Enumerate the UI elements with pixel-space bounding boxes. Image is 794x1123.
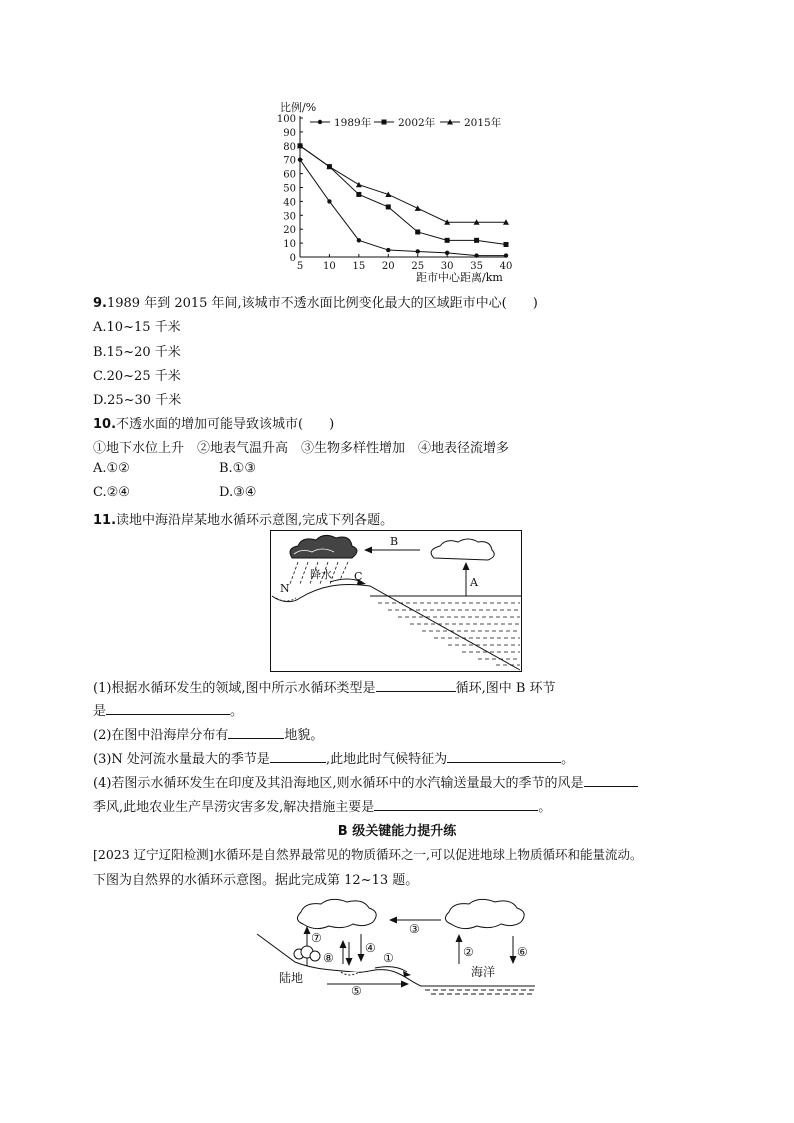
question-10-items: ①地下水位上升 ②地表气温升高 ③生物多样性增加 ④地表径流增多 — [93, 441, 510, 456]
legend-label: 2002年 — [398, 117, 436, 129]
label-5: ⑤ — [351, 984, 362, 998]
coastal-water-cycle-diagram — [270, 530, 522, 672]
q11-part-1-text-c: 是 — [93, 704, 107, 719]
rain-cloud — [290, 535, 357, 558]
y-tick-label: 90 — [283, 127, 296, 139]
ocean-cloud — [445, 899, 524, 928]
label-3: ③ — [409, 922, 420, 936]
arrow-a — [463, 562, 470, 596]
q11-blank-2[interactable] — [106, 702, 230, 715]
data-point — [386, 248, 390, 252]
q10-option-c[interactable]: C.②④ — [93, 485, 130, 500]
evaporation-cloud — [431, 539, 494, 560]
label-b: B — [390, 535, 399, 548]
q11-blank-7[interactable] — [374, 798, 538, 811]
y-tick-label: 80 — [283, 141, 296, 153]
label-land: 陆地 — [279, 971, 304, 985]
label-8: ⑧ — [323, 951, 334, 965]
q10-option-b[interactable]: B.①③ — [219, 461, 256, 476]
data-point — [298, 158, 302, 162]
data-point — [445, 251, 449, 255]
chart-series — [297, 143, 509, 258]
q9-option-b[interactable]: B.15~20 千米 — [93, 345, 181, 360]
data-point — [445, 238, 450, 243]
label-c: C — [354, 570, 363, 583]
data-point — [357, 238, 361, 242]
x-tick-label: 15 — [352, 261, 366, 272]
question-9 — [93, 292, 538, 311]
q11-part-1-text-d: 。 — [230, 704, 244, 719]
land-cloud — [297, 899, 376, 928]
data-point — [416, 249, 420, 253]
section-b-title: B 级关键能力提升练 — [337, 824, 457, 839]
section-b-intro-line-1: [2023 辽宁辽阳检测]水循环是自然界最常见的物质循环之一,可以促进地球上物质循环和能量流动。 — [93, 847, 643, 862]
series-line-3 — [300, 146, 506, 222]
data-point — [415, 229, 420, 234]
sea-hatching — [378, 603, 520, 665]
y-tick-label: 10 — [283, 239, 296, 251]
label-6: ⑥ — [517, 945, 528, 959]
q11-part-1-text-a: (1)根据水循环发生的领域,图中所示水循环类型是 — [93, 681, 376, 696]
chart-legend — [310, 116, 502, 129]
q11-blank-6[interactable] — [584, 774, 638, 787]
y-tick-label: 50 — [283, 183, 296, 195]
data-point — [415, 205, 421, 211]
q11-part-1-text-b: 循环,图中 B 环节 — [455, 681, 556, 696]
y-tick-label: 100 — [276, 114, 296, 125]
q10-option-a[interactable]: A.①② — [93, 461, 130, 476]
question-10-number: 10. — [93, 417, 117, 432]
x-tick-label: 20 — [381, 261, 395, 272]
q11-part-4-text-b: 季风,此地农业生产旱涝灾害多发,解决措施主要是 — [93, 800, 375, 815]
label-precipitation: 降水 — [310, 568, 332, 581]
legend-marker — [318, 120, 322, 124]
q11-part-4 — [93, 772, 638, 791]
land-profile — [272, 585, 520, 671]
data-point — [504, 242, 509, 247]
q11-part-3-text-b: ,此地此时气候特征为 — [325, 752, 448, 767]
question-11 — [93, 509, 393, 528]
x-tick-label: 40 — [499, 261, 513, 272]
q10-option-d[interactable]: D.③④ — [219, 485, 257, 500]
y-tick-label: 30 — [283, 211, 296, 223]
data-point — [474, 238, 479, 243]
label-ocean: 海洋 — [471, 965, 496, 979]
data-point — [356, 182, 362, 188]
ocean-lines — [425, 990, 535, 994]
q9-option-c[interactable]: C.20~25 千米 — [93, 369, 181, 384]
q11-part-3 — [93, 748, 574, 767]
q11-blank-4[interactable] — [270, 750, 326, 763]
q9-option-a[interactable]: A.10~15 千米 — [93, 320, 181, 335]
question-9-number: 9. — [93, 296, 107, 311]
label-1: ① — [383, 951, 394, 965]
x-tick-label: 25 — [411, 261, 425, 272]
q11-part-2-text-a: (2)在图中沿海岸分布有 — [93, 728, 229, 743]
q11-blank-5[interactable] — [447, 750, 561, 763]
question-11-number: 11. — [93, 513, 117, 528]
data-point — [386, 204, 391, 209]
q11-part-4-text-a: (4)若图示水循环发生在印度及其沿海地区,则水循环中的水汽输送量最大的季节的风是 — [93, 776, 584, 791]
label-a: A — [470, 576, 478, 589]
q11-part-2 — [93, 724, 323, 743]
legend-marker — [382, 120, 387, 125]
x-tick-label: 10 — [323, 261, 336, 272]
natural-water-cycle-diagram — [255, 898, 540, 998]
label-4: ④ — [365, 941, 376, 955]
question-9-stem: 1989 年到 2015 年间,该城市不透水面比例变化最大的区域距市中心( ) — [106, 296, 538, 311]
q11-part-2-text-b: 地貌。 — [284, 728, 324, 743]
question-10 — [93, 413, 334, 432]
series-line-2 — [300, 146, 506, 245]
q11-part-1-line-2 — [93, 700, 243, 719]
y-tick-label: 40 — [283, 197, 296, 209]
data-point — [356, 192, 361, 197]
y-axis-label: 比例/% — [280, 101, 317, 114]
x-tick-label: 5 — [296, 261, 304, 272]
x-tick-label: 35 — [470, 261, 483, 272]
data-point — [474, 253, 478, 257]
question-10-stem: 不透水面的增加可能导致该城市( ) — [116, 417, 335, 432]
q11-part-4-line-2 — [93, 796, 551, 815]
line-chart — [270, 96, 530, 286]
q11-blank-1[interactable] — [376, 679, 456, 692]
q11-part-3-text-a: (3)N 处河流水量最大的季节是 — [93, 752, 270, 767]
chart-axes — [277, 114, 512, 272]
y-tick-label: 60 — [283, 169, 296, 181]
q11-part-1 — [93, 677, 556, 696]
question-11-stem: 读地中海沿岸某地水循环示意图,完成下列各题。 — [116, 513, 394, 528]
data-point — [327, 199, 331, 203]
y-tick-label: 0 — [289, 253, 296, 264]
x-axis-label: 距市中心距离/km — [416, 271, 503, 284]
x-tick-label: 30 — [440, 261, 454, 272]
q11-part-3-text-c: 。 — [561, 752, 575, 767]
q9-option-d[interactable]: D.25~30 千米 — [93, 393, 182, 408]
legend-label: 1989年 — [334, 117, 372, 129]
q11-part-4-text-c: 。 — [538, 800, 552, 815]
label-2: ② — [463, 945, 474, 959]
y-tick-label: 70 — [283, 155, 296, 167]
label-7: ⑦ — [311, 931, 322, 945]
legend-label: 2015年 — [464, 117, 502, 129]
q11-blank-3[interactable] — [228, 726, 284, 739]
data-point — [504, 253, 508, 257]
section-b-intro-line-2: 下图为自然界的水循环示意图。据此完成第 12~13 题。 — [93, 873, 419, 888]
y-tick-label: 20 — [283, 225, 296, 237]
label-n: N — [280, 582, 290, 595]
